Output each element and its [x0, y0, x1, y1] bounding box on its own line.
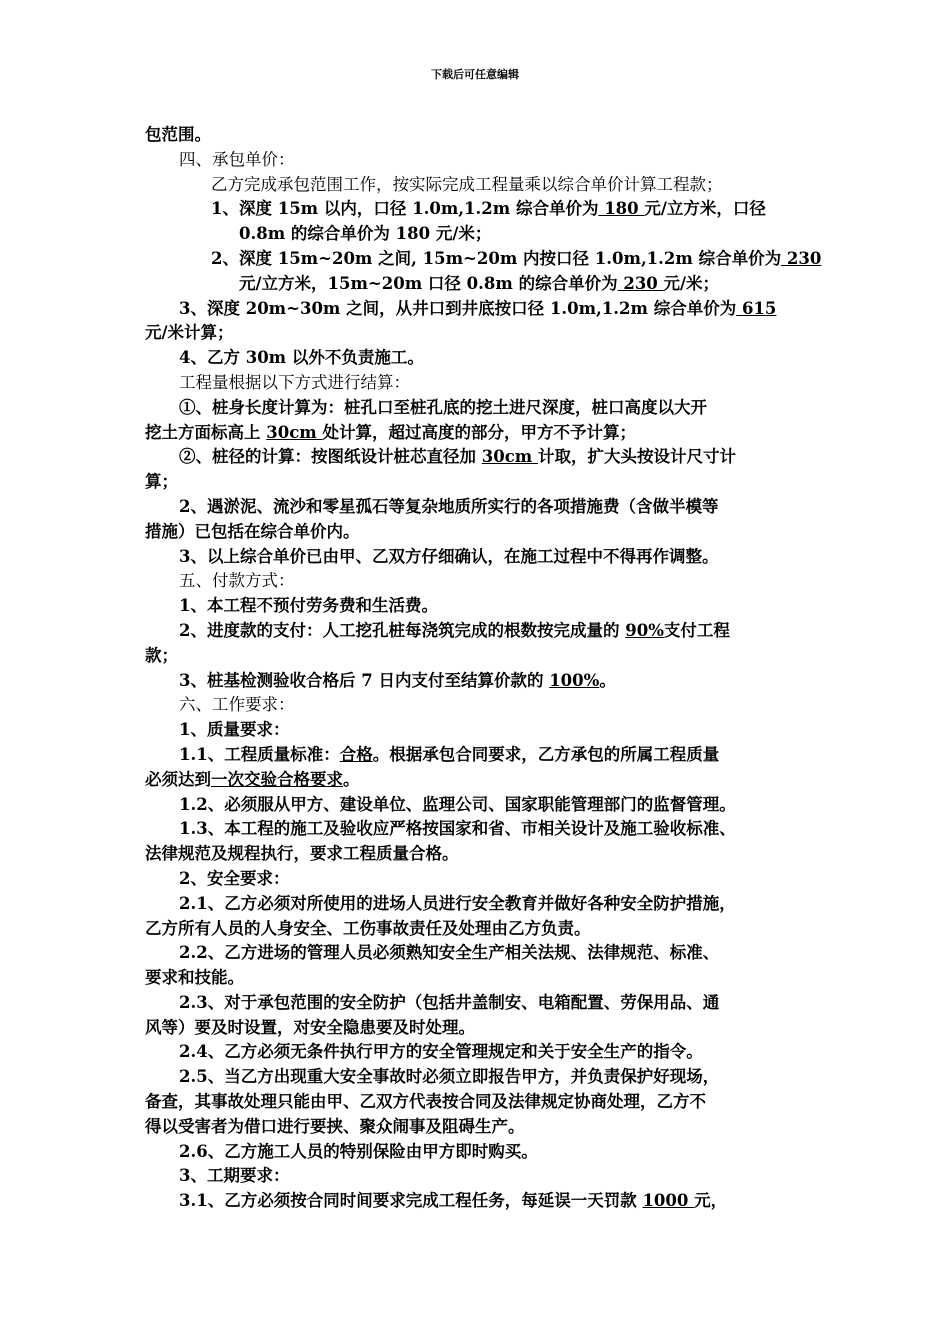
underlined-value: 90% [625, 620, 664, 640]
text-segment: 元/立方米，口径 [644, 199, 766, 219]
text-segment: 支付工程 [663, 620, 730, 640]
text-line [145, 297, 821, 322]
text-segment: 2.3、对于承包范围的安全防护（包括井盖制安、电箱配置、劳保用品、通 [179, 992, 720, 1012]
text-segment: 1.1、工程质量标准： [179, 744, 340, 764]
underlined-value: 1000 [642, 1191, 695, 1211]
text-line [145, 346, 821, 371]
text-line [145, 371, 821, 396]
text-segment: 乙方完成承包范围工作，按实际完成工程量乘以综合单价计算工程款； [211, 174, 723, 194]
text-segment: 2.1、乙方必须对所使用的进场人员进行安全教育并做好各种安全防护措施， [179, 893, 736, 913]
text-segment: 。 [343, 769, 360, 789]
text-segment: 3、工期要求： [179, 1166, 290, 1186]
text-segment: 2、遇淤泥、流沙和零星孤石等复杂地质所实行的各项措施费（含做半模等 [179, 496, 719, 516]
text-segment: 2.4、乙方必须无条件执行甲方的安全管理规定和关于安全生产的指令。 [179, 1042, 703, 1062]
text-segment: 必须达到 [145, 769, 211, 789]
text-segment: ①、桩身长度计算为：桩孔口至桩孔底的挖土进尺深度，桩口高度以大开 [179, 397, 707, 417]
text-line [145, 793, 821, 818]
text-line [145, 693, 821, 718]
underlined-value: 615 [736, 298, 777, 318]
text-line [145, 743, 821, 768]
text-line [145, 917, 821, 942]
text-line [145, 396, 821, 421]
text-segment: 乙方所有人员的人身安全、工伤事故责任及处理由乙方负责。 [145, 918, 591, 938]
text-line [145, 173, 821, 198]
text-line [145, 197, 821, 222]
text-segment: 2.6、乙方施工人员的特别保险由甲方即时购买。 [179, 1141, 538, 1161]
text-line [145, 495, 821, 520]
text-segment: 款； [145, 645, 178, 665]
text-segment: 得以受害者为借口进行要挟、聚众闹事及阻碍生产。 [145, 1116, 525, 1136]
underlined-value: 30cm [481, 447, 538, 467]
text-line [145, 545, 821, 570]
text-segment: 3、深度 20m~30m 之间，从井口到井底按口径 1.0m,1.2m 综合单价为 [179, 298, 737, 318]
text-segment: 元/米； [663, 273, 720, 293]
text-segment: 备查，其事故处理只能由甲、乙双方代表按合同及法律规定协商处理，乙方不 [145, 1092, 706, 1112]
text-line [145, 520, 821, 545]
text-line [145, 1164, 821, 1189]
text-segment: 措施）已包括在综合单价内。 [145, 521, 360, 541]
text-segment: 2、安全要求： [179, 868, 290, 888]
text-line [145, 1189, 821, 1214]
text-line [145, 445, 821, 470]
text-segment: 4、乙方 30m 以外不负责施工。 [179, 348, 424, 368]
text-segment: 3、以上综合单价已由甲、乙双方仔细确认，在施工过程中不得再作调整。 [179, 546, 719, 566]
underlined-value: 100% [549, 670, 600, 690]
underlined-value: 合格 [339, 744, 373, 764]
text-line [145, 842, 821, 867]
text-line [145, 1115, 821, 1140]
text-line [145, 768, 821, 793]
text-line [145, 619, 821, 644]
text-segment: 2.5、当乙方出现重大安全事故时必须立即报告甲方，并负责保护好现场， [179, 1067, 720, 1087]
text-line [145, 669, 821, 694]
text-line [145, 1065, 821, 1090]
text-line [145, 569, 821, 594]
text-line [145, 867, 821, 892]
text-segment: 元/立方米，15m~20m 口径 0.8m 的综合单价为 [239, 273, 618, 293]
text-line [145, 1040, 821, 1065]
text-line [145, 1140, 821, 1165]
text-line [145, 148, 821, 173]
underlined-value: 180 [598, 199, 645, 219]
text-segment: 处计算，超过高度的部分，甲方不予计算； [322, 422, 636, 442]
text-line [145, 941, 821, 966]
text-line [145, 817, 821, 842]
text-line [145, 272, 821, 297]
text-segment: 2、进度款的支付：人工挖孔桩每浇筑完成的根数按完成量的 [179, 620, 626, 640]
underlined-value: 230 [781, 248, 822, 268]
text-segment: 元， [694, 1191, 728, 1211]
text-line [145, 1090, 821, 1115]
text-segment: 元/米计算； [145, 323, 234, 343]
text-line [145, 222, 821, 247]
text-segment: 挖土方面标高上 [145, 422, 267, 442]
text-line [145, 966, 821, 991]
text-segment: 五、付款方式： [179, 571, 295, 591]
text-line [145, 123, 821, 148]
text-line [145, 644, 821, 669]
text-segment: 0.8m 的综合单价为 180 元/米； [239, 224, 492, 244]
text-segment: 。 [599, 670, 616, 690]
underlined-value: 230 [617, 273, 664, 293]
text-segment: 算； [145, 472, 178, 492]
text-segment: 3、桩基检测验收合格后 7 日内支付至结算价款的 [179, 670, 550, 690]
text-segment: 1.3、本工程的施工及验收应严格按国家和省、市相关设计及施工验收标准、 [179, 819, 736, 839]
text-segment: 要求和技能。 [145, 968, 244, 988]
document-body [145, 123, 821, 1214]
text-segment: ②、桩径的计算：按图纸设计桩芯直径加 [179, 447, 482, 467]
text-segment: 1、本工程不预付劳务费和生活费。 [179, 596, 438, 616]
text-line [145, 718, 821, 743]
text-segment: 3.1、乙方必须按合同时间要求完成工程任务，每延误一天罚款 [179, 1191, 643, 1211]
underlined-value: 30cm [266, 422, 323, 442]
underlined-value: 一次交验合格要求 [211, 769, 343, 789]
text-line [145, 247, 821, 272]
page-header: 下载后可任意编辑 [431, 68, 519, 81]
text-segment: 1、深度 15m 以内，口径 1.0m,1.2m 综合单价为 [211, 199, 599, 219]
text-segment: 计取，扩大头按设计尺寸计 [537, 447, 736, 467]
text-segment: 风等）要及时设置，对安全隐患要及时处理。 [145, 1017, 475, 1037]
text-segment: 四、承包单价： [179, 149, 295, 169]
text-line [145, 1016, 821, 1041]
text-segment: 1.2、必须服从甲方、建设单位、监理公司、国家职能管理部门的监督管理。 [179, 794, 736, 814]
text-line [145, 421, 821, 446]
text-line [145, 594, 821, 619]
text-segment: 法律规范及规程执行，要求工程质量合格。 [145, 844, 459, 864]
text-segment: 工程量根据以下方式进行结算： [179, 372, 410, 392]
text-segment: 。根据承包合同要求，乙方承包的所属工程质量 [372, 744, 720, 764]
text-line [145, 991, 821, 1016]
text-segment: 1、质量要求： [179, 720, 290, 740]
text-line [145, 321, 821, 346]
text-segment: 2.2、乙方进场的管理人员必须熟知安全生产相关法规、法律规范、标准、 [179, 943, 720, 963]
text-segment: 2、深度 15m~20m 之间, 15m~20m 内按口径 1.0m,1.2m 综合单价为 [211, 248, 782, 268]
text-line [145, 470, 821, 495]
text-line [145, 892, 821, 917]
text-segment: 六、工作要求： [179, 695, 295, 715]
text-segment: 包范围。 [145, 125, 211, 144]
